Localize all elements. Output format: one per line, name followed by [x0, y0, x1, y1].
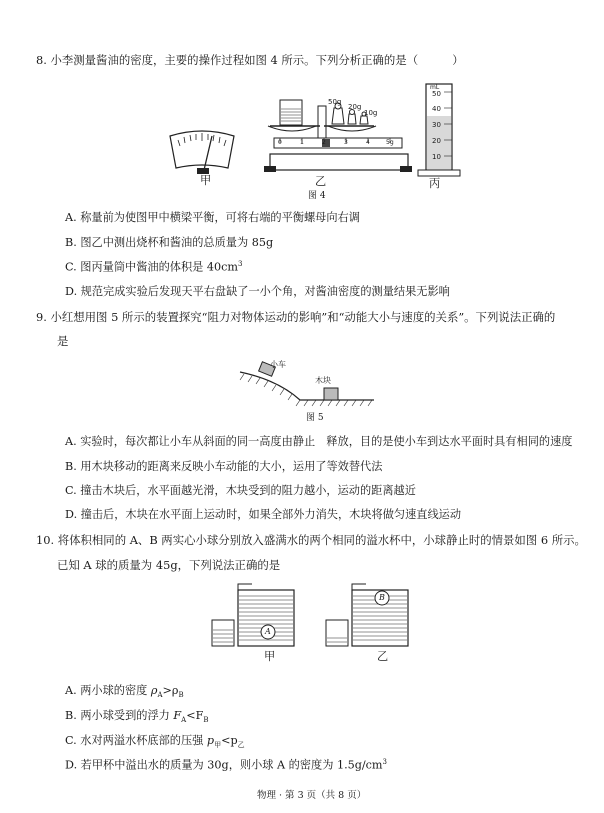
q10-option-c: C. 水对两溢水杯底部的压强 $p_甲<p_乙$	[65, 734, 245, 750]
q9-option-b: B. 用木块移动的距离来反映小车动能的大小，运用了等效替代法	[65, 460, 383, 473]
fig6-label-jia: 甲	[264, 650, 276, 663]
cylinder-tick-20: 20	[432, 137, 441, 145]
beam-tick-5g: 5g	[386, 139, 394, 146]
weight-label-10g: 10g	[364, 109, 378, 117]
page-footer: 物理 · 第 3 页（共 8 页）	[257, 790, 367, 801]
cylinder-tick-30: 30	[432, 121, 441, 129]
fig5-label-car: 小车	[270, 360, 286, 369]
q9-option-c: C. 撞击木块后，水平面越光滑，木块受到的阻力越小，运动的距离越近	[65, 484, 416, 497]
q9-option-a: A. 实验时，每次都让小车从斜面的同一高度由静止 释放，目的是使小车到达水平面时具有相同的速度	[65, 435, 573, 448]
cylinder-tick-50: 50	[432, 90, 441, 98]
q8-option-d: D. 规范完成实验后发现天平右盘缺了一小个角，对酱油密度的测量结果无影响	[65, 285, 450, 298]
beam-tick-0: 0	[278, 139, 282, 146]
fig5-caption: 图 5	[306, 413, 324, 423]
q8-option-a: A. 称量前为使图甲中横梁平衡，可将右端的平衡螺母向右调	[65, 211, 360, 224]
q10-option-b: B. 两小球受到的浮力 $F_A<F_B$	[65, 709, 209, 725]
ball-a-label: A	[265, 627, 271, 636]
beam-tick-3: 3	[344, 139, 348, 146]
cylinder-unit: mL	[430, 84, 440, 91]
fig6-overflow-cup-yi	[322, 582, 412, 652]
fig4-label-bing: 丙	[429, 177, 441, 190]
q9-option-d: D. 撞击后，木块在水平面上运动时，如果全部外力消失，木块将做匀速直线运动	[65, 508, 462, 521]
q10-option-a: A. 两小球的密度 $\rho_A>\rho_B$	[65, 684, 184, 700]
fig4-label-yi: 乙	[315, 175, 327, 188]
q10-stem-line1: 10. 将体积相同的 A、B 两实心小球分别放入盛满水的两个相同的溢水杯中，小球静止时的情景如图 6 所示。	[36, 533, 586, 547]
q8-stem: 8. 小李测量酱油的密度，主要的操作过程如图 4 所示。下列分析正确的是（ ）	[36, 53, 464, 67]
beam-tick-4: 4	[366, 139, 370, 146]
q10-option-d: D. 若甲杯中溢出水的质量为 30g，则小球 A 的密度为 $1.5g/cm^3$	[65, 758, 388, 772]
fig5-label-block: 木块	[315, 376, 331, 385]
weight-label-50g: 50g	[328, 98, 342, 106]
q10-stem-line2: 已知 A 球的质量为 45g，下列说法正确的是	[57, 558, 281, 572]
cylinder-tick-10: 10	[432, 153, 441, 161]
weight-label-20g: 20g	[348, 103, 362, 111]
fig6-label-yi: 乙	[377, 650, 389, 663]
q9-stem-line1: 9. 小红想用图 5 所示的装置探究“阻力对物体运动的影响”和“动能大小与速度的关系”。下列说法正确的	[36, 310, 556, 324]
ball-b-label: B	[379, 593, 385, 602]
beam-tick-1: 1	[300, 139, 304, 146]
fig4-caption: 图 4	[308, 191, 326, 201]
cylinder-tick-40: 40	[432, 105, 441, 113]
fig6-overflow-cup-jia	[208, 582, 298, 652]
q8-option-c: C. 图丙量筒中酱油的体积是 $40cm^3$	[65, 260, 243, 274]
q8-option-b: B. 图乙中测出烧杯和酱油的总质量为 85g	[65, 236, 274, 249]
beam-tick-2: 2	[322, 139, 326, 146]
q9-stem-line2: 是	[57, 334, 69, 348]
fig5-ramp	[238, 358, 378, 412]
fig4-label-jia: 甲	[200, 174, 212, 187]
fig4-balance	[262, 96, 412, 176]
